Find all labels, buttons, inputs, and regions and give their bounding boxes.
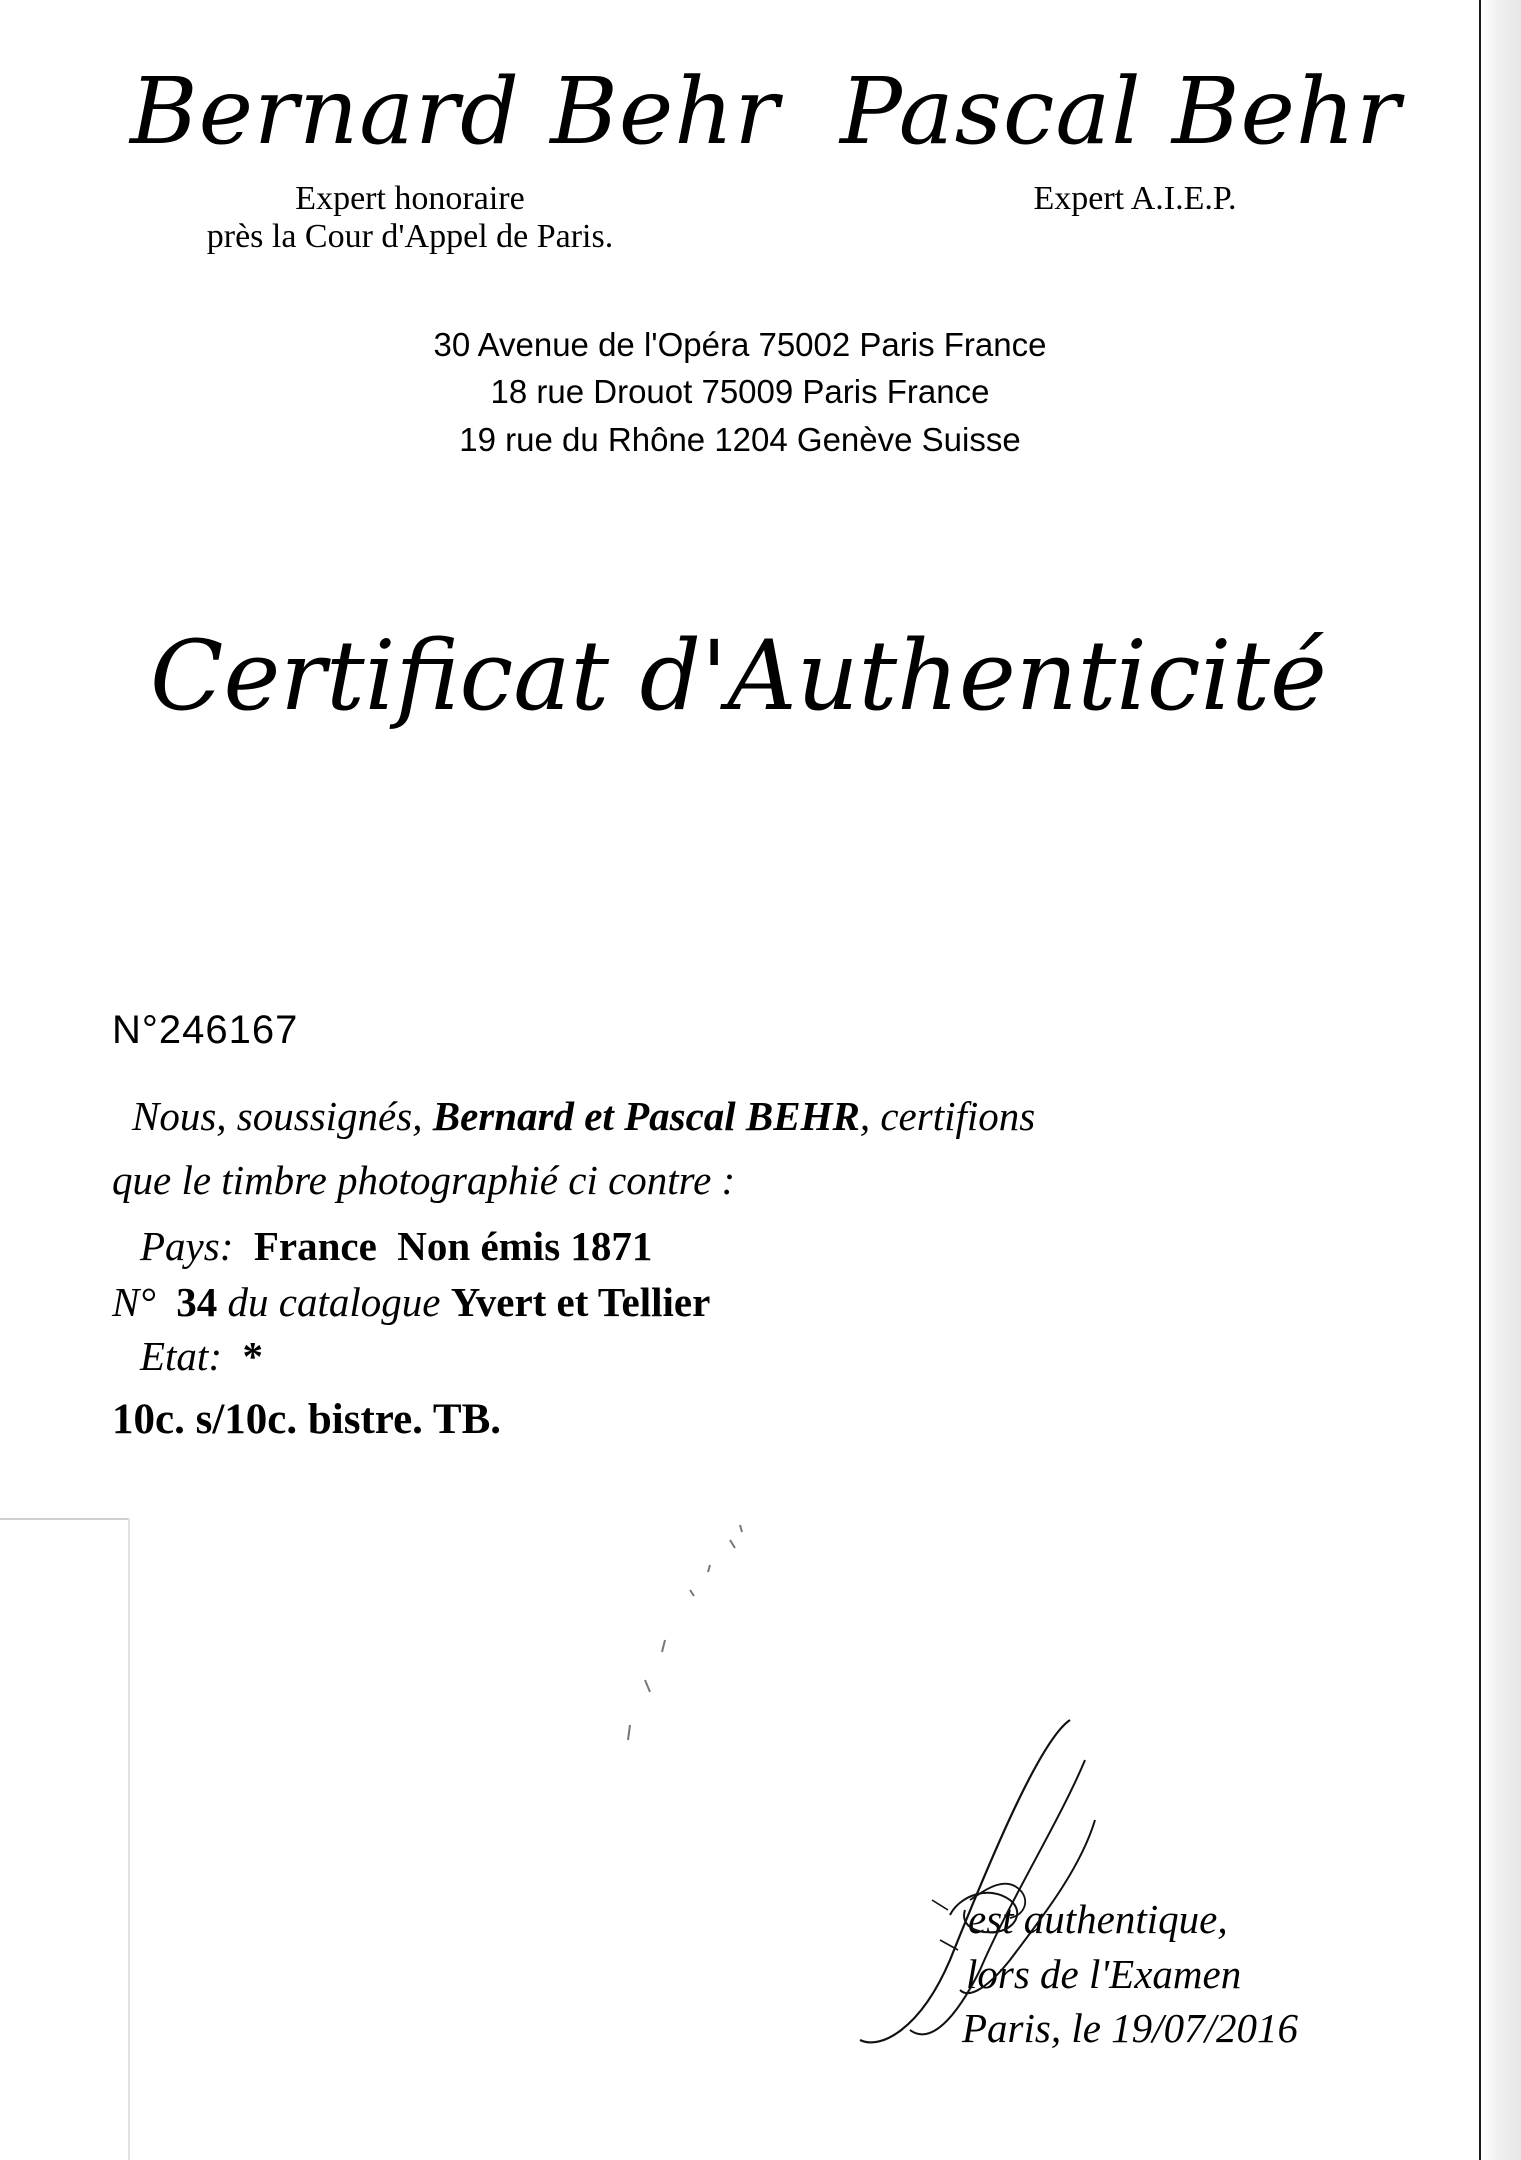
certificate-title: Certificat d'Authenticité (150, 620, 1327, 732)
letterhead-title-right: Expert A.I.E.P. (1033, 180, 1237, 217)
scan-edge-right (1479, 0, 1521, 2160)
intro-line-2: que le timbre photographié ci contre : (112, 1157, 736, 1203)
state-value: * (242, 1333, 263, 1379)
intro-part1: Nous, soussignés, (132, 1093, 433, 1139)
scan-edge-line (128, 1518, 130, 2160)
letterhead-name-bernard: Bernard Behr (130, 58, 780, 165)
handwritten-signature (840, 1700, 1140, 2060)
certificate-number: N°246167 (112, 1008, 299, 1052)
catalog-row (112, 1278, 710, 1326)
address-line-1: 30 Avenue de l'Opéra 75002 Paris France (433, 326, 1047, 363)
catalog-text: du catalogue (227, 1279, 441, 1325)
closing-line-1: est authentique, (968, 1896, 1228, 1942)
country-row (140, 1222, 652, 1270)
letterhead-name-pascal: Pascal Behr (840, 58, 1402, 165)
closing-line-2: lors de l'Examen (966, 1951, 1242, 1997)
letterhead-title-left-2: près la Cour d'Appel de Paris. (206, 218, 614, 255)
country-value: France Non émis 1871 (253, 1223, 653, 1269)
catalog-label: N° (112, 1279, 156, 1325)
intro-part2: , certifions (859, 1093, 1036, 1139)
letterhead-title-left-1: Expert honoraire (295, 180, 525, 217)
intro-line-1 (132, 1092, 1035, 1140)
address-line-2: 18 rue Drouot 75009 Paris France (490, 373, 990, 410)
closing-line-3: Paris, le 19/07/2016 (962, 2005, 1298, 2051)
catalog-number: 34 (176, 1279, 218, 1325)
faint-scan-marks (590, 1520, 770, 1760)
stamp-description: 10c. s/10c. bistre. TB. (112, 1396, 501, 1443)
scan-edge-mark (0, 1518, 130, 1520)
state-row (140, 1332, 263, 1380)
catalog-name: Yvert et Tellier (450, 1279, 711, 1325)
country-label: Pays: (140, 1223, 234, 1269)
address-line-3: 19 rue du Rhône 1204 Genève Suisse (459, 421, 1021, 458)
intro-names: Bernard et Pascal BEHR (432, 1093, 860, 1139)
state-label: Etat: (140, 1333, 222, 1379)
